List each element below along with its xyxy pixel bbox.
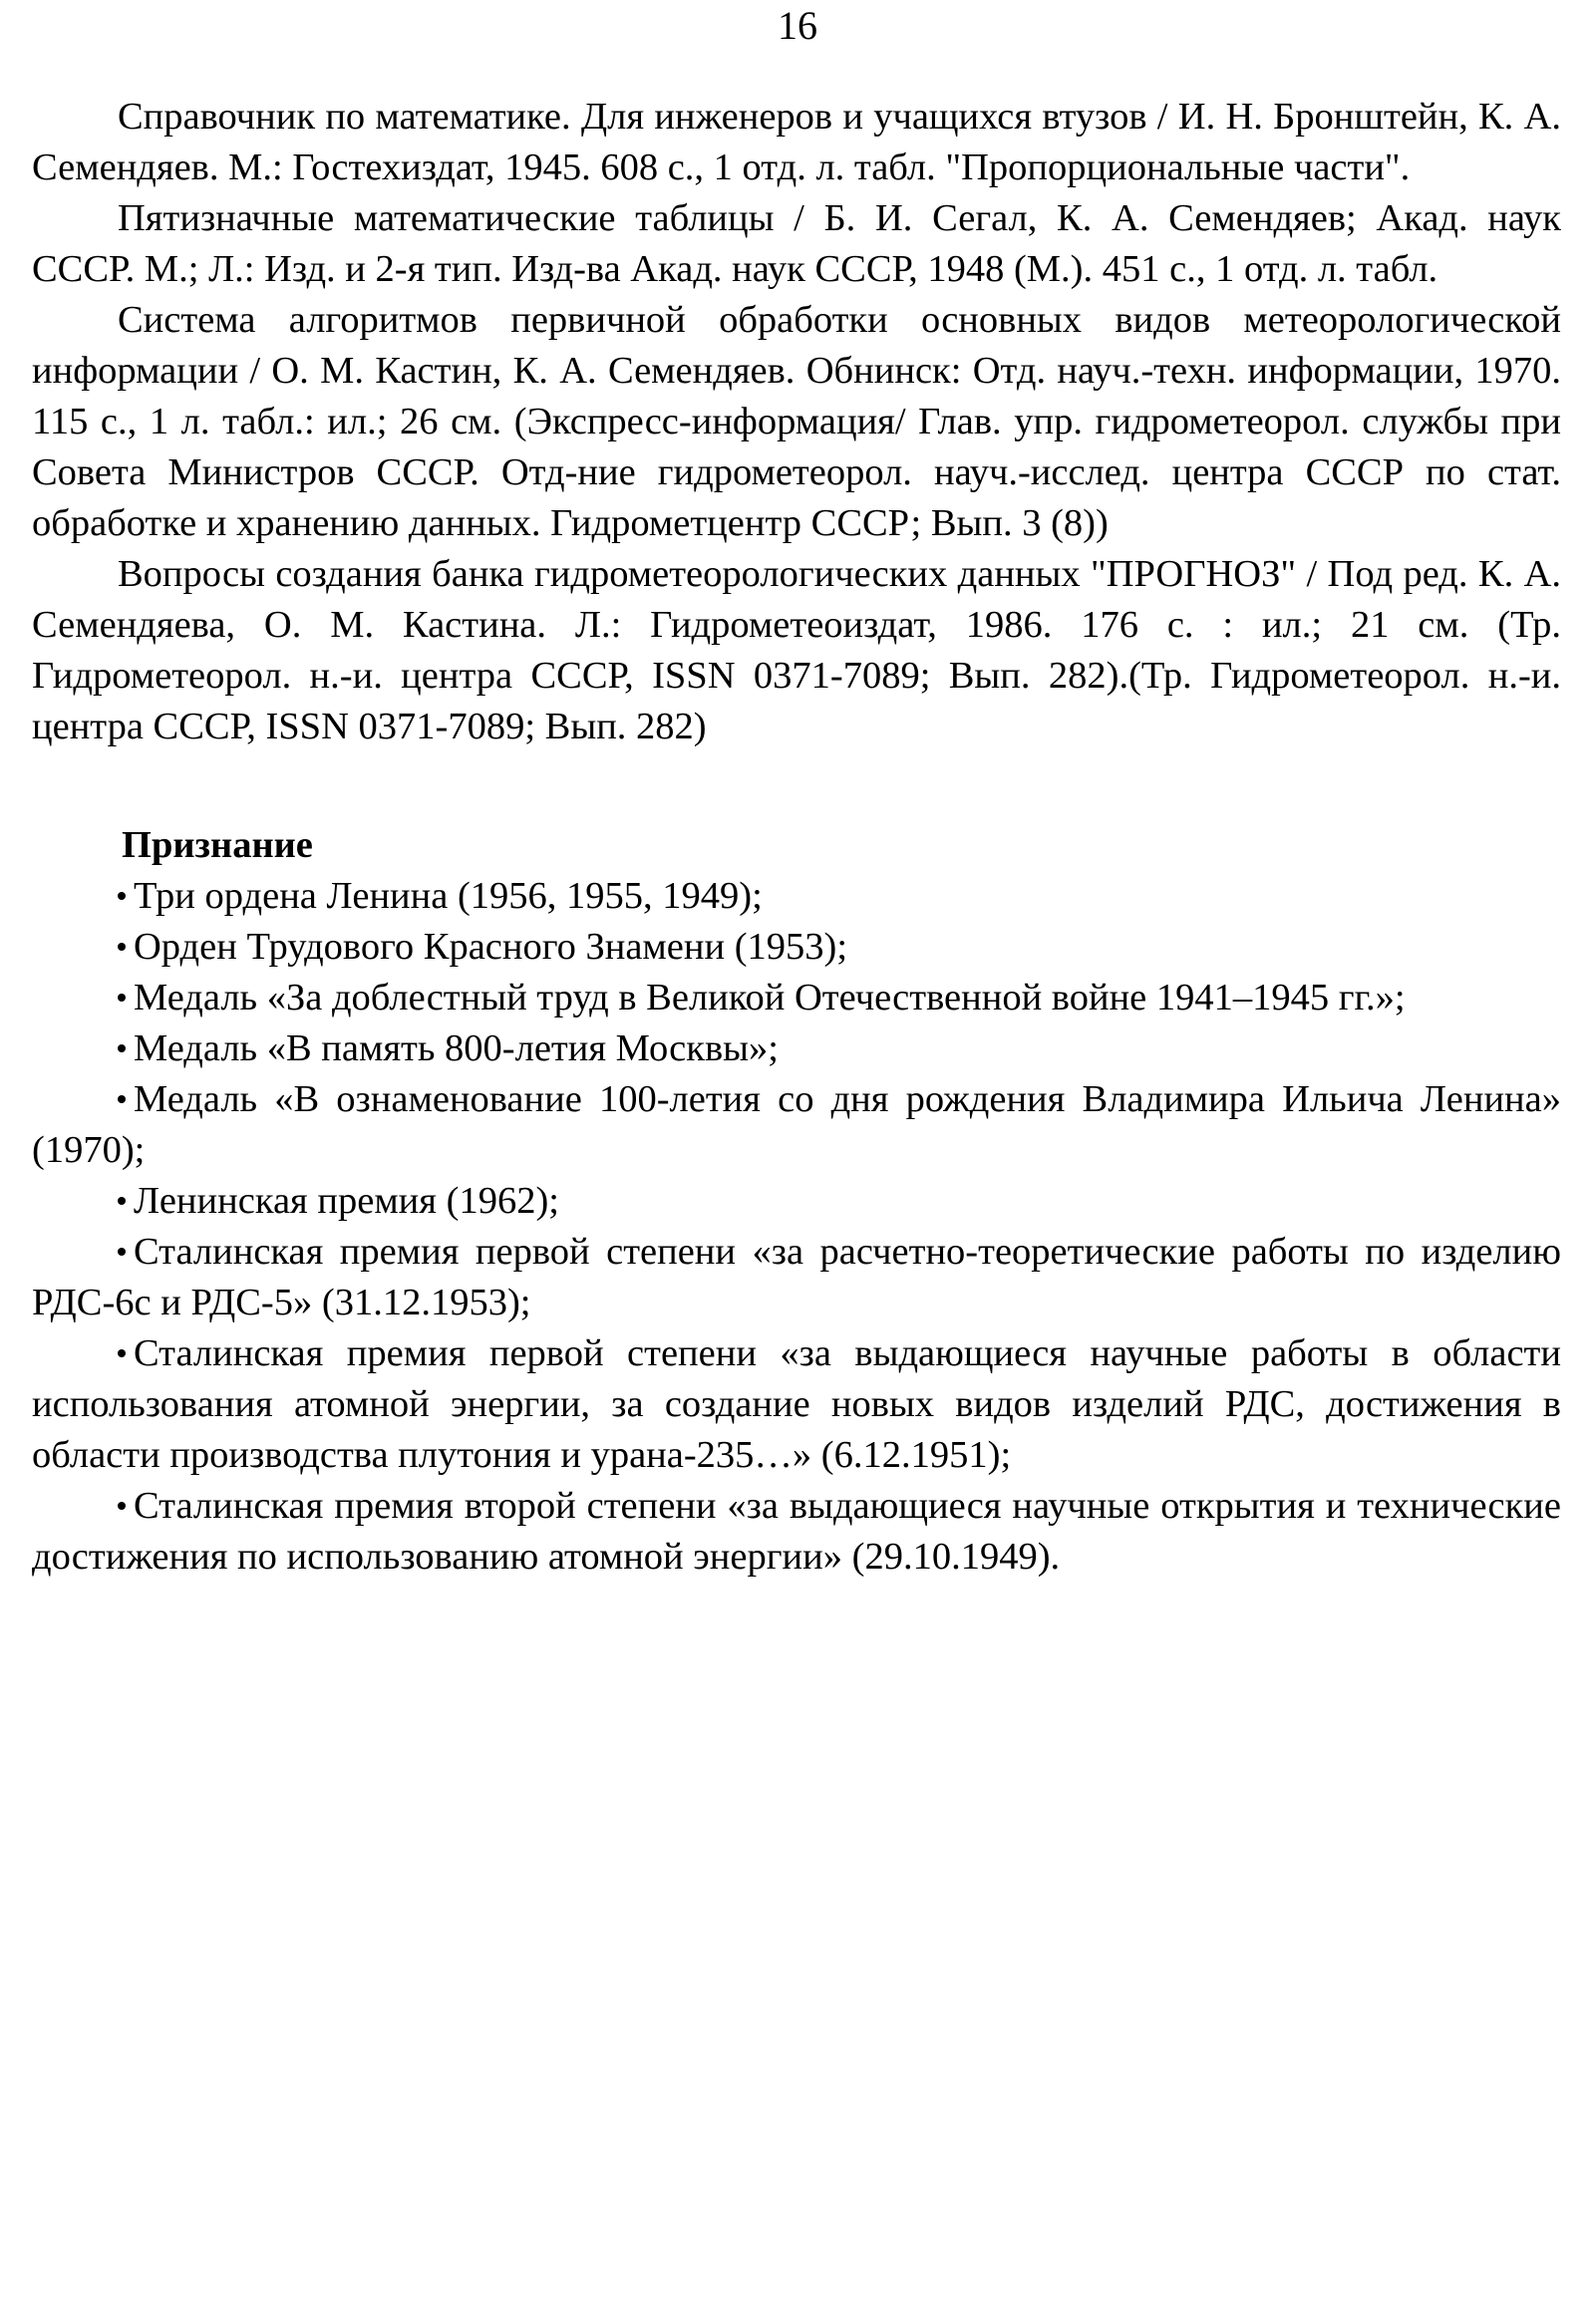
award-item — [32, 1023, 1561, 1074]
bibliography-entry: Вопросы создания банка гидрометеорологических данных "ПРОГНОЗ" / Под ред. К. А. Семендяева, О. М. Кастина. Л.: Гидрометеоиздат, 1986. 176 с. : ил.; 21 см. (Тр. Гидрометеорол. н.-и. центра СССР, ISSN 0371-7089; Вып. 282).(Тр. Гидрометеорол. н.-и. центра СССР, ISSN 0371-7089; Вып. 282) — [32, 553, 1561, 747]
award-text: Сталинская премия первой степени «за выдающиеся научные работы в области использования атомной энергии, за создание новых видов изделий РДС, достижения в области производства плутония и урана-235…» (6.12.1951); — [32, 1332, 1561, 1476]
page-number: 16 — [778, 3, 817, 48]
award-text: Медаль «В ознаменование 100-летия со дня рождения Владимира Ильича Ленина» (1970); — [32, 1078, 1561, 1171]
page-content — [32, 92, 1561, 1583]
award-text: Сталинская премия второй степени «за выдающиеся научные открытия и технические достижения по использованию атомной энергии» (29.10.1949). — [32, 1485, 1561, 1578]
award-item — [32, 973, 1561, 1023]
bullet-icon — [118, 943, 126, 951]
award-text: Медаль «За доблестный труд в Великой Отечественной войне 1941–1945 гг.»; — [134, 977, 1406, 1018]
award-item — [32, 1074, 1561, 1176]
award-text: Ленинская премия (1962); — [134, 1180, 559, 1222]
bibliography-entry: Пятизначные математические таблицы / Б. И. Сегал, К. А. Семендяев; Акад. наук СССР. М.; Л.: Изд. и 2-я тип. Изд-ва Акад. наук СССР, 1948 (М.). 451 с., 1 отд. л. табл. — [32, 197, 1561, 290]
award-text: Три ордена Ленина (1956, 1955, 1949); — [134, 875, 763, 917]
bullet-icon — [118, 994, 126, 1002]
award-text: Орден Трудового Красного Знамени (1953); — [134, 926, 848, 968]
bibliography-entry: Справочник по математике. Для инженеров и учащихся втузов / И. Н. Бронштейн, К. А. Семендяев. М.: Гостехиздат, 1945. 608 с., 1 отд. л. табл. "Пропорциональные части". — [32, 96, 1561, 188]
section-heading-recognition: Признание — [122, 824, 313, 866]
bullet-icon — [118, 1248, 126, 1256]
bullet-icon — [118, 1349, 126, 1357]
bibliography-entry: Система алгоритмов первичной обработки основных видов метеорологической информации / О. М. Кастин, К. А. Семендяев. Обнинск: Отд. науч.-техн. информации, 1970. 115 с., 1 л. табл.: ил.; 26 см. (Экспресс-информация/ Глав. упр. гидрометеорол. службы при Совета Министров СССР. Отд-ние гидрометеорол. науч.-исслед. центра СССР по стат. обработке и хранению данных. Гидрометцентр СССР; Вып. 3 (8)) — [32, 299, 1561, 544]
award-text: Медаль «В память 800-летия Москвы»; — [134, 1027, 779, 1069]
bullet-icon — [118, 892, 126, 900]
award-item — [32, 871, 1561, 922]
award-item — [32, 1481, 1561, 1583]
bullet-icon — [118, 1095, 126, 1103]
award-item — [32, 1176, 1561, 1227]
award-item — [32, 1227, 1561, 1328]
award-item — [32, 922, 1561, 973]
award-text: Сталинская премия первой степени «за расчетно-теоретические работы по изделию РДС-6с и РДС-5» (31.12.1953); — [32, 1231, 1561, 1323]
bullet-icon — [118, 1502, 126, 1510]
bullet-icon — [118, 1197, 126, 1205]
award-item — [32, 1328, 1561, 1481]
bullet-icon — [118, 1044, 126, 1052]
